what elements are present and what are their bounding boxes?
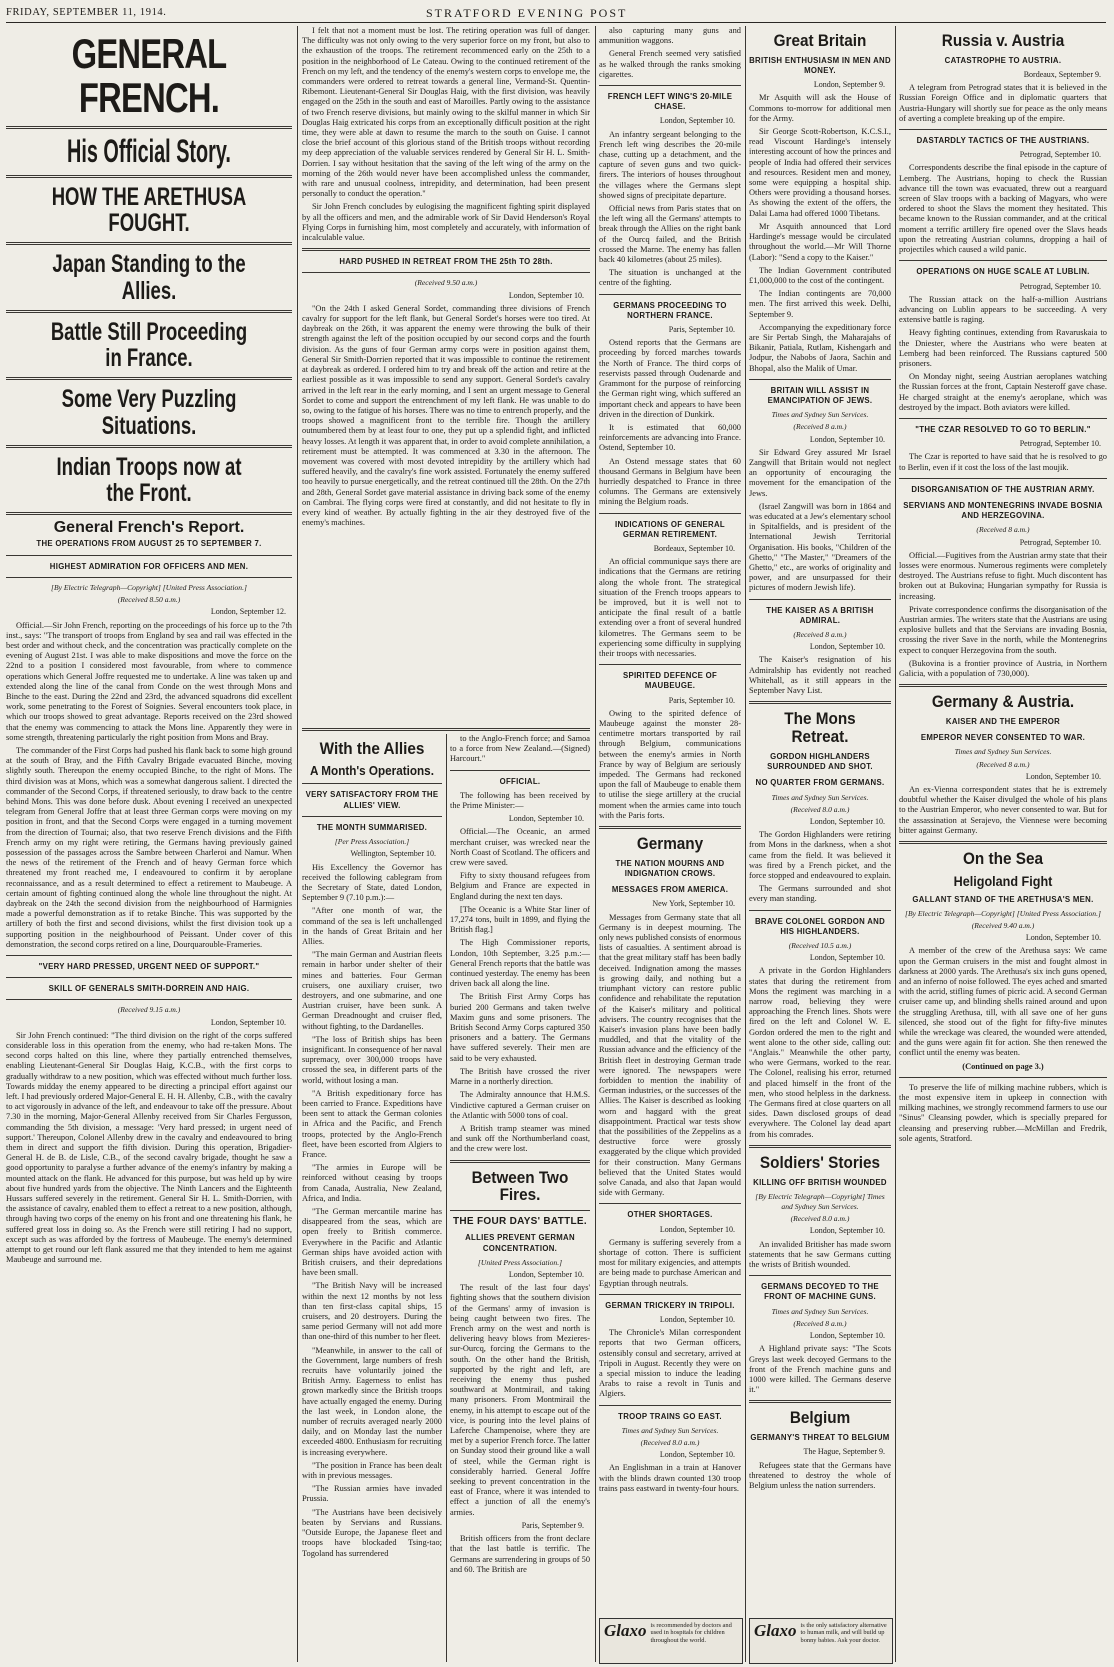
article-paragraph: Sir John French concludes by eulogising the magnificent fighting spirit displayed by all the officers and men, and the admirable work of Sir David Henderson's Royal Flying Corps in furnishing him, most completely and accurately, with information of incalculable value. [302,202,590,243]
article-paragraph: An invalided Britisher has made sworn statements that he saw Germans cutting the wrists of British wounded. [749,1239,891,1270]
article-paragraph: Sir George Scott-Robertson, K.C.S.I., read Viscount Hardinge's intensely interesting account of how the princes and people of India had offered their services and resources. Resident men and money, some were equipping a hospital ship. Others were providing a thousand horses. As showing the extent of the offers, the Dalai Lama had offered 1000 Tibetans. [749,127,891,218]
column-3 [450,734,590,1662]
received-time: (Received 8.0 a.m.) [640,1438,700,1448]
masthead [6,4,1106,23]
headline-two-fires: Between Two Fires. [471,1167,569,1205]
article-paragraph: I felt that not a moment must be lost. The retiring operation was full of danger. The difficulty was not only owing to the very superior force on my front, but also to the exhaustion of the troops. The retirement recommenced early on the 25th to a position in the neighborhood of Le Cateau. Owing to the continued retirement of the French on my left, and the tendency of the enemy's western corps to envelope me, the commanders were ordered to retreat towards a general line, Vermand-St. Quentin-Ribemont. Lieutenant-General Sir Douglas Haig, with the first division, was heavily engaged on the 25th in the south and east of Maroilles. Partly owing to the assistance of two French reserve divisions, but mainly owing to the skilful manner in which Sir Douglas Haig extricated his corps from an exceptionally difficult position at the right time, they were able at dawn to resume the march to the south on Guise. I cannot close the brief account of this glorious stand of the British troops without recording my deep appreciation of the valuable services rendered by General Sir H. L. Smith-Dorrien. I say without hesitation that the saving of the left wing of the army on the morning of the 26th would never have been accomplished unless the commander, with rare and unusual coolness, intrepidity, and determination, had been present personally to conduct the operation." [302,26,590,199]
dateline: Petrograd, September 10. [1019,439,1101,449]
column-2-lower-left [302,734,442,1662]
article-paragraph: The situation is unchanged at the centre of the fighting. [599,268,741,288]
article-paragraph: It is estimated that 60,000 reinforcements are advancing into France. Ostend, September 10. [599,422,741,453]
article-paragraph: The Indian Government contributed £1,000,000 to the cost of the contingent. [749,265,891,285]
article-paragraph: British officers from the front declare that the last battle is terrific. The Germans are surrendering in groups of 50 and 60. The British are [450,1534,590,1574]
subhead-no-quarter: NO QUARTER FROM GERMANS. [755,778,885,788]
headline-russia-austria: Russia v. Austria [941,31,1065,50]
article-paragraph: Refugees state that the Germans have threatened to destroy the whole of Belgium unless the nation surrenders. [749,1460,891,1490]
subhead-gordon-highlanders: GORDON HIGHLANDERS SURROUNDED AND SHOT. [767,751,873,772]
credit-line: Times and Sydney Sun Services. [771,1306,869,1316]
subhead-killing-wounded: KILLING OFF BRITISH WOUNDED [753,1177,887,1187]
article-paragraph: (Bukovina is a frontier province of Austria, in Northern Galicia, with a population of 730,000). [899,658,1107,678]
subhead-kaiser-admiral: THE KAISER AS A BRITISH ADMIRAL. [766,605,874,625]
article-paragraph: (Israel Zangwill was born in 1864 and was educated at a Jew's elementary school in Spitalfields, and is president of the International Jewish Territorial Organisation. His books, "Children of the Ghetto," "The Master," "Dreamers of the Ghetto," etc., are works of originality and power, and are unsurpassed for their pictures of modern Jewish life). [749,501,891,593]
headline-official-story: His Official Story. [67,133,231,170]
credit-line: Times and Sydney Sun Services. [771,410,869,420]
article-paragraph: "The German mercantile marine has disappeared from the seas, which are open freely to British commerce. Everywhere in the Pacific and Atlantic German ships have avoided action with British cruisers, and their depredations have been small. [302,1207,442,1278]
headline-heligoland: Heligoland Fight [953,872,1053,889]
article-paragraph: "The armies in Europe will be reinforced without ceasing by troops from Canada, Australia, New Zealand, Africa, and India. [302,1163,442,1203]
headline-belgium: Belgium [789,1408,851,1428]
subhead-never-consented: EMPEROR NEVER CONSENTED TO WAR. [920,733,1086,743]
article-paragraph: "After one month of war, the command of the sea is left unchallenged in the hands of Great Britain and her Allies. [302,906,442,946]
article-paragraph: A private in the Gordon Highlanders states that during the retirement from Mons the regiment was marching in a narrow road, believing they were approaching the French lines. Shots were fired on the left and Colonel W. E. Gordon ordered the men to the right and went alone to the other side, calling out: "Anglais." Meanwhile the other party, who were Germans, worked to the rear. The Colonel, realising his error, returned and placed himself in the front of the men, who stood helpless in the darkness. The Germans fired at close quarters on all sides. Dawn disclosed groups of dead everywhere. The Colonel lay dead apart from his comrades. [749,966,891,1139]
received-time: (Received 9.40 a.m.) [971,921,1035,931]
article-paragraph: "The Russian armies have invaded Prussia. [302,1484,442,1504]
dateline: Paris, September 10. [668,695,735,705]
column-1 [6,26,292,1662]
article-paragraph: Mr Asquith will ask the House of Commons to-morrow for additional men for the Army. [749,93,891,123]
subhead-gallant-stand: GALLANT STAND OF THE ARETHUSA'S MEN. [912,894,1094,904]
headline-with-allies: With the Allies [319,739,425,758]
article-paragraph: to the Anglo-French force; and Samoa to a force from New Zealand.—(Signed) Harcourt." [450,734,590,764]
article-paragraph: The Germans surrounded and shot every man standing. [749,884,891,904]
subhead-northern-france: GERMANS PROCEEDING TO NORTHERN FRANCE. [613,300,727,320]
article-paragraph: The Russian attack on the half-a-million Austrians advancing on Lublin appears to be succeeding. A very extensive battle is raging. [899,294,1107,325]
glaxo-advert [599,1618,743,1664]
dateline: London, September 10. [508,814,584,824]
subhead-messages-america: MESSAGES FROM AMERICA. [611,885,729,895]
article-paragraph: The commander of the First Corps had pushed his flank back to some high ground at the south of Bray, and the Fifth Cavalry Brigade evacuated Binche, moving slightly south. Thereupon the enemy occupied Binche, to the right of Mons. The third division was at Mons, which was a somewhat dangerous salient. I directed the commander of the Second Corps, if threatened seriously, to draw back to the centre behind Mons. This was done before dusk. About evening I received an unexpected telegram from General Joffre that at least three German corps were moving on my position in front, and that the Second Corps were engaged in a turning movement from the direction of Tournai; also, that two reserve French divisions and the Fifth French army on my right were retiring, the Germans having previously gained possession of the passages across the Sambre between Charleroi and Namur. When the news of the retirement of the French and of heavy German force which threatened my front reached me, I endeavoured to confirm it by aeroplane reconnaissance, and as a result determined to effect a retirement to Maubeuge. A certain amount of fighting continued along the whole line throughout the night. At daybreak on the 24th the second division from the neighbourhood of Harmignies made a powerful demonstration as if to retake Binche. This was supported by the artillery of both the first and second divisions, whilst the first division took up a supporting position in the neighbourhood of Peissant. Under cover of this demonstration, the second corps retired on a line, Dourquarouble-Frameries. [6,745,292,949]
headline-arethusa: HOW THE ARETHUSA FOUGHT. [51,182,247,238]
dateline: Bordeaux, September 9. [1023,70,1101,80]
article-paragraph: A telegram from Petrograd states that it is believed in the Russian Foreign Office and in diplomatic quarters that Austria-Hungary will shortly sue for peace as the only means of averting a complete breaking up of the empire. [899,83,1107,123]
subhead-servians: SERVIANS AND MONTENEGRINS INVADE BOSNIA AND HERZEGOVINA. [903,500,1103,521]
article-paragraph: The Indian contingents are 70,000 men. The first arrived this week. Delhi, September 9. [749,289,891,319]
credit-line: Times and Sydney Sun Services. [621,1425,719,1435]
dateline: London, September 10. [659,1224,735,1234]
subhead-official: OFFICIAL. [499,776,541,786]
article-paragraph: "The main German and Austrian fleets remain in harbor under shelter of their mines and batteries. Four German cruisers, one auxiliary cruiser, two destroyers, and one submarine, and one Austrian cruiser, have been sunk. A German Dreadnought and cruiser fled, without fighting, to the Dardanelles. [302,950,442,1031]
article-paragraph: Sir John French continued: "The third division on the right of the corps suffered considerable loss in this operation from the enemy, who had re-taken Mons. The second corps halted on this line, where they partially entrenched themselves, enabling Lieutenant-General Sir Douglas Haig, K.C.B., with the first corps to gradually withdraw to a new position, which was effected without much further loss. Towards midday the enemy appeared to be directing a principal effort against our left. I had previously ordered Major-General E. H. H. Allenby, C.B., with the cavalry to act vigorously in advance of the left, and endeavour to take off the pressure. About 7.30 in the morning, Major-General Allenby received from Sir Charles Fergusson, commanding the 5th division, a message: 'Very hard pressed; in urgent need of support.' Thereupon, Colonel Allenby drew in the cavalry and endeavoured to bring them in direct and support the fifth division. During this operation, Brigadier-General H. de B. de Lisle, C.B., of the second cavalry brigade, thought he saw a good opportunity to paralyse a further advance of the enemy's infantry by making a mounted attack on the flank. He advanced for this purpose, but was held up by wire about five hundred yards from the objective. The Ninth Lancers and the Eighteenth Hussars suffered severely in the retirement. General Sir H. L. Smith-Dorrien, with the assistance of cavalry, enabled them to effect a retreat to a new position, although, through having two corps of the enemy on his front and one threatening his flank, he suffered great loss in doing so. As the French were still retiring I had no support, except such as was afforded by the fortress of Maubeuge. The enemy's determined attempt to get round our left flank assured me that they intended to hem me against Maubeuge and surround me. [6,1030,292,1265]
article-paragraph: Private correspondence confirms the disorganisation of the Austrian armies. The writers state that the Austrians are using explosive bullets and that the Servians are invading Bosnia, crossing the river Save in the north, while the Montenegrins expect to conquer Herzegovina from the south. [899,604,1107,655]
subhead-satisfactory: VERY SATISFACTORY FROM THE ALLIES' VIEW. [305,790,439,810]
credit-line: Times and Sydney Sun Services. [954,747,1052,757]
article-paragraph: "The Austrians have been decisively beaten by Servians and Russians. "Outside Europe, the Japanese fleet and troops have blockaded Tsing-tao; Togoland has surrendered [302,1507,442,1558]
dateline: London, September 10. [809,953,885,963]
article-paragraph: His Excellency the Governor has received the following cablegram from the Secretary of State, dated London, September 9 (7.10 p.m.):— [302,862,442,903]
article-paragraph: A Highland private says: "The Scots Greys last week decoyed Germans to the front of the French machine guns and 1000 were killed. The Germans deserve it." [749,1344,891,1395]
subhead-nation-mourns: THE NATION MOURNS AND INDIGNATION CROWS. [615,858,725,879]
article-paragraph: [The Oceanic is a White Star liner of 17,274 tons, built in 1899, and flying the British flag.] [450,904,590,935]
article-paragraph: The British First Army Corps has buried 200 Germans and taken twelve Maxim guns and some prisoners. The British Second Army Corps captured 350 prisoners and a battery. The Germans have suffered severely. Their men are said to be very exhausted. [450,992,590,1063]
received-time: (Received 8 a.m.) [793,630,847,639]
subhead-tripoli: GERMAN TRICKERY IN TRIPOLI. [605,1300,735,1310]
received-time: (Received 8.50 a.m.) [117,595,181,605]
article-paragraph: The following has been received by the Prime Minister:— [450,790,590,811]
article-paragraph: An infantry sergeant belonging to the French left wing describes the 20-mile chase, cutting up a detachment, and the capture of seven guns and two quick-firers. The interiors of houses throughout the villages where the Germans slept showed signs of precipitate departure. [599,129,741,200]
subhead-left-wing-chase: FRENCH LEFT WING'S 20-MILE CHASE. [607,92,733,112]
advert-text: is recommended by doctors and used in hospitals for children throughout the world. [650,1622,732,1644]
glaxo-logo: Glaxo [604,1621,647,1640]
column-4 [599,26,741,1611]
subhead-dastardly: DASTARDLY TACTICS OF THE AUSTRIANS. [916,136,1090,146]
article-paragraph: Mr Asquith announced that Lord Hardinge's message would be circulated throughout the world.—Mr Will Thorne (Labor): "Send a copy to the Kaiser." [749,221,891,262]
article-paragraph: also capturing many guns and ammunition waggons. [599,26,741,46]
article-paragraph: An Englishman in a train at Hanover with the blinds drawn counted 130 troop trains pass eastward in twenty-four hours. [599,1463,741,1493]
credit-line: [By Electric Telegraph—Copyright] [United Press Association.] [905,908,1101,918]
paper-title: STRATFORD EVENING POST [426,6,628,20]
article-paragraph: "The British Navy will be increased within the next 12 months by not less than ten first-class capital ships, 15 cruisers, and 20 destroyers. During the same period Germany will not add more than one-third of this number to her fleet. [302,1281,442,1342]
subhead-disorganisation: DISORGANISATION OF THE AUSTRIAN ARMY. [911,484,1095,494]
headline-mons-retreat: The Mons Retreat. [784,709,856,747]
dateline: The Hague, September 9. [803,1447,885,1457]
dateline: London, September 10. [809,642,885,652]
dateline: New York, September 10. [652,899,735,909]
article-paragraph: The result of the last four days' fighting shows that the southern division of the Germans' army of invasion is being caught between two fires. The French army on the west and north is delivering heavy blows from Mezieres-sur-Ourcq, forcing the Germans to the south. On the other hand the British, supported by the right and left, are receiving the enemy thus pushed southward at Montmirail, and taking many prisoners. From Montmirail the enemy, in his attempt to escape out of the vice, is pouring into the level plains of Laferche Champenoise, where they are met by a superior French force. The latter on Sunday stood their ground like a wall of steel, while the German right is considerably harried. General Joffre seeking to prevent concentration in the east of France, where it was intended to effect a junction of all the enemy's armies. [450,1283,590,1517]
glaxo-advert [749,1618,893,1664]
article-paragraph: The Gordon Highlanders were retiring from Mons in the darkness, when a shot came from the field. It was believed it was fired by a French picket, and the force stopped and endeavoured to explain. [749,830,891,880]
headline-germany-austria: Germany & Austria. [931,692,1075,712]
article-paragraph: "On the 24th I asked General Sordet, commanding three divisions of French cavalry for support for the left flank, but General Sordet's horses were too tired. At daybreak on the 26th, it was apparent the enemy were throwing the bulk of their strength against the left of the position occupied by our second corps and the fourth division. As the guns of four German army corps were in position against them, General Sir Smith-Dorrien reported that it was impossible to continue the retirement at daybreak as ordered. I ordered him to try and break off the action and retire at the earliest possible as it was impossible to send any support. General Sordet's cavalry arrived in the left rear in the early morning, and I sent an urgent message to General Sordet to come and support the entrenchment of my left flank. He was unable to do so, owing to the fatigue of his horses. There was no time to entrench properly, and the troops showed a magnificent front to the terrible fire. Though the artillery outnumbered them by at least four to one, they put up a splendid fight, and inflicted heavy losses. At length it was apparent that, in order to avoid complete annihilation, a retirement must be attempted. It was commenced at 3.30 in the afternoon. The movement was covered with most devoted intrepidity by the artillery which had suffered heavily, and the cavalry's fine work assisted. Fortunately the enemy suffered too heavily to pursue energetically, and the retreat continued till the 28th. On the 27th and 28th, General Sordet gave material assistance in driving back some of the enemy on Cambrai. The flying corps were fired at constantly, and did not hesitate to fly in every kind of weather. By actually fighting in the air they destroyed five of the enemy's machines. [302,303,590,528]
headline-general-french: GENERAL FRENCH. [71,30,227,122]
article-paragraph: The Kaiser's resignation of his Admiralship has evidently not reached Whitehall, as it still appears in the September Navy List. [749,655,891,696]
dateline: London, September 10. [1025,933,1101,943]
received-time: (Received 8 a.m.) [976,759,1030,769]
article-paragraph: A British tramp steamer was mined and sunk off the Northumberland coast, and the crew were lost. [450,1123,590,1154]
headline-on-the-sea: On the Sea [963,849,1043,869]
received-time: (Received 8 a.m.) [793,1318,847,1328]
subhead-troop-trains: TROOP TRAINS GO EAST. [618,1411,722,1421]
glaxo-logo: Glaxo [754,1621,797,1640]
article-paragraph: Messages from Germany state that all Germany is in deepest mourning. The only news published consists of enormous lists of casualties. A sentiment abroad is that the great military staff has been badly deceived. Indignation among the masses is growing daily, and nothing but a triumphant victory can restore public confidence and rehabilitate the reputation of the Kaiser's military and political advisers. The country recognises that the Kaiser's invasion plans have been badly muddled, and that the vitality of the Russian advance and the efficiency of the British fleet in destroying German trade were ignored. The newspapers were forbidden to mention the inability of German industries, or the successes of the Allies. The Kaiser is described as looking worn and haggard with the great disappointment. Practical war tests show that the possibilities of the Zeppelins as a destructive force were grossly exaggerated by the clique which provided for their construction. Many Germans believed that the United States would solve Canada, and also that Japan would side with Germany. [599,912,741,1198]
article-paragraph: Owing to the spirited defence of Maubeuge against the monster 28-centimetre mortars transported by rail through Belgium, communications between the enemy's armies in North France by way of Belgium are seriously impeded. The Germans had reckoned upon the fall of Maubeuge to enable them to utilise the siege artillery at the crucial moment when the armies came into touch with the Paris forts. [599,708,741,820]
subhead-decoyed: GERMANS DECOYED TO THE FRONT OF MACHINE GUNS. [761,1282,879,1302]
subhead-kaiser-emperor: KAISER AND THE EMPEROR [945,717,1061,727]
article-paragraph: Germany is suffering severely from a shortage of cotton. There is sufficient most for military exigencies, and attempts are being made to purchase American and Egyptian through neutrals. [599,1237,741,1288]
section-rule [302,728,590,731]
article-paragraph: "A British expeditionary force has been carried to France. Expeditions have been sent to attack the German colonies in Africa and the Pacific, and French troops, protected by the Anglo-French fleet, have been escorted from Algiers to France. [302,1088,442,1159]
article-paragraph: Official news from Paris states that on the left wing all the Germans' attempts to break through the Allies on the right bank of the Ourcq failed, and the British crossed the Marne. The enemy has fallen back 40 kilometres (about 25 miles). [599,204,741,265]
dateline: Petrograd, September 10. [1019,537,1101,547]
subhead-lublin: OPERATIONS ON HUGE SCALE AT LUBLIN. [916,267,1090,277]
headline-great-britain: Great Britain [773,31,867,50]
received-time: (Received 9.50 a.m.) [414,278,478,288]
dateline: Bordeaux, September 10. [653,543,735,553]
subhead-emancipation: BRITAIN WILL ASSIST IN EMANCIPATION OF JEWS. [767,385,873,405]
column-2-upper [302,26,590,726]
received-time: (Received 8 a.m.) [976,525,1030,535]
subhead-catastrophe: CATASTROPHE TO AUSTRIA. [944,55,1062,65]
subhead-hard-pushed: HARD PUSHED IN RETREAT FROM THE 25th TO 28th. [339,257,553,267]
article-paragraph: "The loss of British ships has been insignificant. In consequence of her naval supremacy, over 300,000 troops have crossed the sea, in different parts of the world, without losing a man. [302,1034,442,1085]
continued-note: (Continued on page 3.) [962,1061,1044,1071]
headline-month-operations: A Month's Operations. [310,762,434,778]
dateline: Petrograd, September 10. [1019,150,1101,160]
headline-puzzling: Some Very Puzzling Situations. [61,385,237,440]
headline-indian-troops: Indian Troops now at the Front. [56,452,242,508]
credit-line: [By Electric Telegraph—Copyright] [United Press Association.] [51,582,247,592]
article-paragraph: The Czar is reported to have said that he is resolved to go to Berlin, even if it cost the loss of the last moujik. [899,452,1107,472]
subhead-admiration: HIGHEST ADMIRATION FOR OFFICERS AND MEN. [49,561,249,571]
column-rule [895,26,896,1662]
dateline: London, September 10. [659,116,735,126]
subhead-brave-colonel: BRAVE COLONEL GORDON AND HIS HIGHLANDERS. [754,916,886,936]
dateline: London, September 10. [809,1226,885,1236]
article-paragraph: Official.—The Oceanic, an armed merchant cruiser, was wrecked near the North Coast of Scotland. The officers and crew were saved. [450,827,590,868]
credit-line: [Per Press Association.] [334,837,410,847]
column-rule [595,26,596,1662]
column-rule [745,26,746,1662]
subhead-retirement: INDICATIONS OF GENERAL GERMAN RETIREMENT. [615,519,725,539]
dateline: London, September 10. [659,1450,735,1460]
article-paragraph: "Meanwhile, in answer to the call of the Government, large numbers of fresh recruits have voluntarily joined the British Army. Eagerness to enlist has grown markedly since the British troops have actually engaged the enemy. During the last week, in London alone, the number of recruits averaged nearly 2000 daily, and on Monday last the number exceeded 4800. Enthusiasm for recruiting is increasing everywhere. [302,1345,442,1457]
credit-line: [By Electric Telegraph—Copyright] Times and Sydney Sun Services. [755,1191,885,1212]
subhead-maubeuge: SPIRITED DEFENCE OF MAUBEUGE. [622,671,718,691]
article-paragraph: The High Commissioner reports, London, 10th September, 3.25 p.m.:— General French reports that the battle was continued yesterday. The enemy has been driven back all along the line. [450,938,590,989]
received-time: (Received 8.0 a.m.) [790,1214,850,1224]
article-paragraph: The Admiralty announce that H.M.S. Vindictive captured a German cruiser on the Atlantic with 5000 tons of coal. [450,1090,590,1120]
article-paragraph: Official.—Sir John French, reporting on the proceedings of his force up to the 7th inst., says: "The transport of troops from England by sea and rail was effected in the best order and without check, and the concentration was practically complete on the evening of August 21st. I was able to make dispositions and move the force on the 22nd to a position I considered most favourable, from where to commence operations which General Joffre requested me to undertake. A line was taken up and extended along the line of the canal from Conde on the west through Mons and Binche to the east. During the 22nd and 23rd, the advanced squadrons did excellent work, some penetrating to the Forest of Soignies. Several encounters took place, in which our troops showed to great advantage. Reports received on the 23rd showed that the enemy was commencing to attack the Mons line. Apparently they were in some strength, threatening particularly the right position from Mons and Bray. [6,620,292,742]
subhead-operations: THE OPERATIONS FROM AUGUST 25 TO SEPTEMBER 7. [36,539,262,549]
subhead-threat-belgium: GERMANY'S THREAT TO BELGIUM [750,1433,890,1443]
dateline: Wellington, September 10. [350,849,436,859]
column-rule [446,734,447,1662]
article-paragraph: On Monday night, seeing Austrian aeroplanes watching the Russian forces at the front, Captain Nesteroff gave chase. He charged straight at the enemy's aeroplane, which was destroyed by the impact. Both aviators were killed. [899,372,1107,412]
article-paragraph: Fifty to sixty thousand refugees from Belgium and France are expected in England during the next ten days. [450,871,590,901]
dateline: London, September 10. [809,434,885,444]
subhead-skill-generals: SKILL OF GENERALS SMITH-DORREIN AND HAIG. [48,984,250,994]
subhead-czar: "THE CZAR RESOLVED TO GO TO BERLIN." [915,424,1091,434]
dateline: London, September 10. [508,290,584,300]
credit-line: [United Press Association.] [477,1257,563,1267]
headline-germany: Germany [636,834,704,854]
article-paragraph: The Chronicle's Milan correspondent reports that two German officers, ostensibly consul and secretary, arrived at Tripoli in August. Recently they were on a special mission to induce the leading Arabs to raise a revolt in Tunis and Algiers. [599,1328,741,1399]
dateline: London, September 10. [508,1270,584,1280]
article-paragraph: Ostend reports that the Germans are proceeding by forced marches towards the North of France. The third corps of reservists passed through Oudenarde and Grammont for the purpose of reinforcing the German right wing, which suffered an important check and appears to have been driven in the direction of Dunkirk. [599,338,741,419]
article-paragraph: An ex-Vienna correspondent states that he is extremely doubtful whether the Kaiser divulged the whole of his plans to the Austrian Emperor, who never consented to war. But for the assassination at Serajevo, the Viennese were becoming bitter against Germany. [899,785,1107,835]
article-paragraph: Heavy fighting continues, extending from Ravaruskaia to the Dniester, where the Austrians who were beaten at Lemberg had been reinforced. The Russians captured 500 prisoners. [899,328,1107,368]
headline-battle-france: Battle Still Proceeding in France. [50,317,248,373]
advert-text: is the only satisfactory alternative to human milk, and will build up bonny babies. Ask your doctor. [800,1622,887,1644]
section-french-report: General French's Report. [53,519,245,537]
article-paragraph: Accompanying the expeditionary force are Sir Pertab Singh, the Maharajahs of Bikanir, Patiala, Rutlam, Kishengarh and Jodpur, the Nabobs of Jaora, Sachin and Bhopal, also the Malik of Umar. [749,322,891,373]
article-paragraph: "The position in France has been dealt with in previous messages. [302,1460,442,1481]
dateline: Petrograd, September 10. [1019,281,1101,291]
credit-line: Times and Sydney Sun Services. [771,792,869,802]
subhead-shortages: OTHER SHORTAGES. [627,1210,713,1220]
dateline: Paris, September 10. [668,325,735,335]
dateline: London, September 10. [210,1017,286,1027]
headline-soldiers-stories: Soldiers' Stories [759,1152,881,1172]
article-paragraph: An official communique says there are indications that the Germans are retiring along the whole front. The strategical situation of the French troops appears to be improved, but it is well not to anticipate the final result of a battle extending over a front of several hundred kilometres. The Germans seem to be experiencing some difficulty in supplying their troops with necessaries. [599,557,741,658]
column-rule [297,26,298,1662]
article-paragraph: General French seemed very satisfied as he walked through the ranks smoking cigarettes. [599,49,741,79]
issue-date: FRIDAY, SEPTEMBER 11, 1914. [6,7,167,18]
received-time: (Received 9.15 a.m.) [117,1005,181,1015]
dateline: London, September 10. [1025,771,1101,781]
subhead-concentration: ALLIES PREVENT GERMAN CONCENTRATION. [465,1233,575,1253]
received-time: (Received 10.5 a.m.) [788,940,852,950]
advert-paragraph: To preserve the life of milking machine rubbers, which is the most expensive item in upkeep in connection with milking machines, we strongly recommend farmers to use our "Sinus" Cleansing powder, which is specially prepared for cleansing and preserving rubber.—McMillan and Fredrik, sole agents, Stratford. [899,1082,1107,1143]
dateline: Paris, September 9. [521,1520,584,1530]
received-time: (Received 8.0 a.m.) [790,804,850,814]
article-paragraph: The British have crossed the river Marne in a northerly direction. [450,1066,590,1087]
article-paragraph: An Ostend message states that 60 thousand Germans in Belgium have been hurriedly despatched to France in three columns. The Germans are extensively mining the Belgium roads. [599,456,741,507]
dateline: London, September 9. [813,80,885,90]
article-paragraph: Sir Edward Grey assured Mr Israel Zangwill that Britain would not neglect an opportunity of encouraging the movement for the emancipation of the Jews. [749,447,891,498]
subhead-month-summarised: THE MONTH SUMMARISED. [316,822,428,832]
column-5 [749,26,891,1611]
received-time: (Received 8 a.m.) [793,422,847,432]
article-paragraph: Official.—Fugitives from the Austrian army state that their losses were enormous. Numerous regiments were completely destroyed. The Austrians refuse to fight. Much discontent has broken out at Bukovina; Hungarian sympathy for Russia is increasing. [899,550,1107,601]
subhead-four-days: THE FOUR DAYS' BATTLE. [453,1216,587,1228]
article-paragraph: Correspondents describe the final episode in the capture of Lemberg. The Austrians, hoping to check the Russian advance till the town was evacuated, threw out a rearguard screen of Slav troops with a backing of Magyars, who were ordered to shoot the Slavs the moment they hesitated. This became known to the Russian commander, and at the critical moment a terrific artillery fire opened over the Slavs heads upon the retreating Austrian columns, dropping a hail of projectiles which caused a wild panic. [899,163,1107,255]
subhead-enthusiasm: BRITISH ENTHUSIASM IN MEN AND MONEY. [749,55,891,76]
dateline: London, September 10. [809,1331,885,1341]
dateline: London, September 12. [210,607,286,617]
column-6 [899,26,1107,1662]
headline-japan: Japan Standing to the Allies. [52,250,246,305]
article-paragraph: A member of the crew of the Arethusa says: We came upon the German cruisers in the mist and fought almost in darkness at 2000 yards. The Arethusa's six inch guns opened, and an inferno of noise followed. The eyes ached and smarted with the acrid, stifling fumes of picric acid. A second German cruiser came up, and blinding shells rained around and upon the struggling Arethusa, till, with all save one of her guns silenced, she stood out of the fight for fifty-five minutes while the wreckage was cleared, the wounded were attended, and the guns were again fit for action. She then renewed the conflict until the enemy was beaten. [899,946,1107,1058]
subhead-hard-pressed: "VERY HARD PRESSED, URGENT NEED OF SUPPORT." [38,962,260,971]
dateline: London, September 10. [809,816,885,826]
dateline: London, September 10. [659,1314,735,1324]
